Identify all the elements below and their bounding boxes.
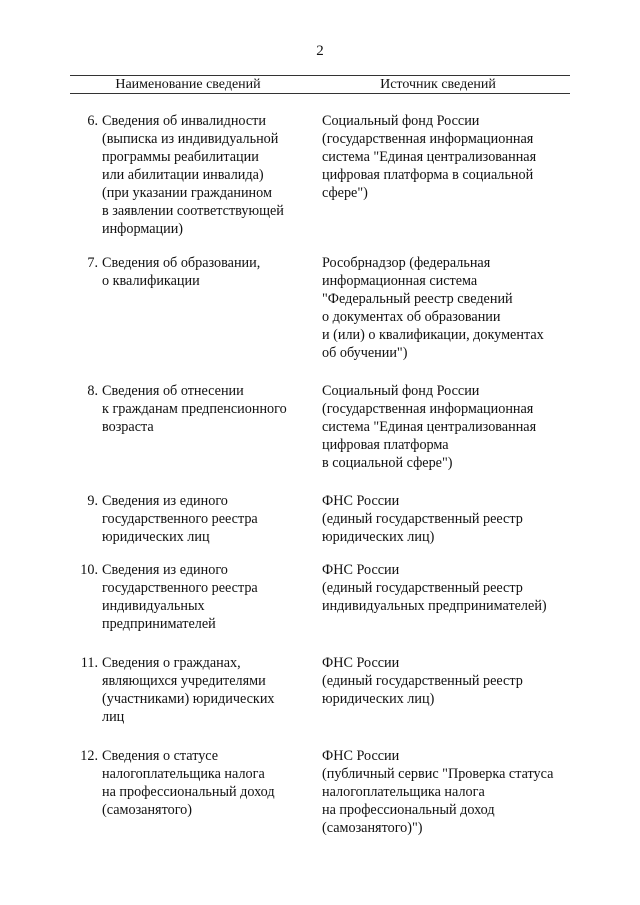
- table-row: [70, 561, 570, 633]
- row-number: 11.: [80, 655, 98, 671]
- table-header-top-rule: [70, 75, 570, 76]
- row-source: ФНС России (единый государственный реестр юридических лиц): [322, 493, 523, 545]
- row-source: Социальный фонд России (государственная информационная система "Единая централизованная цифровая платформа в социальной сфере"): [322, 113, 537, 201]
- row-name: Сведения из единого государственного реестра индивидуальных предпринимателей: [102, 562, 258, 632]
- row-source: ФНС России (единый государственный реестр индивидуальных предпринимателей): [322, 562, 547, 614]
- row-name: Сведения о статусе налогоплательщика налога на профессиональный доход (самозанятого): [102, 748, 275, 818]
- table-header-bottom-rule: [70, 93, 570, 94]
- row-name: Сведения об образовании, о квалификации: [102, 255, 261, 289]
- table-row: [70, 382, 570, 472]
- row-name: Сведения о гражданах, являющихся учредителями (участниками) юридических лиц: [102, 655, 275, 725]
- table-body: [70, 112, 570, 837]
- row-name: Сведения об инвалидности (выписка из индивидуальной программы реабилитации или абилитации инвалида) (при указании гражданином в заявлении соответствующей информации): [102, 113, 284, 237]
- column-header-name: Наименование сведений: [115, 77, 261, 92]
- row-source: ФНС России (единый государственный реестр юридических лиц): [322, 655, 523, 707]
- row-number: 8.: [87, 383, 98, 399]
- table-row: [70, 654, 570, 726]
- row-number: 12.: [80, 748, 98, 764]
- column-header-source: Источник сведений: [380, 77, 496, 92]
- table-row: [70, 492, 570, 546]
- table-row: [70, 254, 570, 362]
- row-source: ФНС России (публичный сервис "Проверка статуса налогоплательщика налога на профессиональный доход (самозанятого)"): [322, 748, 554, 836]
- row-number: 6.: [87, 113, 98, 129]
- row-source: Рособрнадзор (федеральная информационная система "Федеральный реестр сведений о документах об образовании и (или) о квалификации, документах об обучении"): [322, 255, 544, 361]
- row-name: Сведения из единого государственного реестра юридических лиц: [102, 493, 258, 545]
- page-number: 2: [316, 43, 324, 59]
- row-number: 9.: [87, 493, 98, 509]
- table-row: [70, 112, 570, 238]
- table-row: [70, 747, 570, 837]
- row-number: 7.: [87, 255, 98, 271]
- row-number: 10.: [80, 562, 98, 578]
- row-source: Социальный фонд России (государственная информационная система "Единая централизованная цифровая платформа в социальной сфере"): [322, 383, 537, 471]
- row-name: Сведения об отнесении к гражданам предпенсионного возраста: [102, 383, 287, 435]
